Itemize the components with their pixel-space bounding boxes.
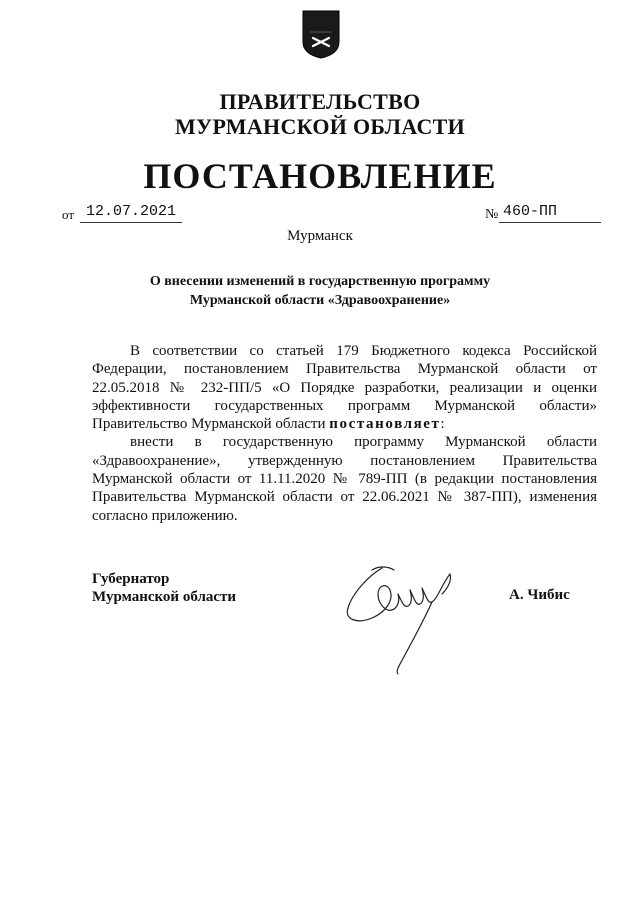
number-underline bbox=[499, 222, 601, 223]
document-date: 12.07.2021 bbox=[86, 203, 177, 220]
number-prefix: № bbox=[485, 207, 499, 222]
coat-of-arms-emblem-icon bbox=[300, 8, 342, 60]
decision-keyword: постановляет bbox=[329, 416, 441, 433]
document-type-title: ПОСТАНОВЛЕНИЕ bbox=[143, 156, 497, 196]
signer-title-line2: Мурманской области bbox=[92, 589, 237, 605]
date-prefix: от bbox=[62, 207, 75, 222]
signer-title bbox=[92, 570, 236, 606]
body-paragraph-1-text: В соответствии со статьей 179 Бюджетного кодекса Российской Федерации, постановлением Правительства Мурманской области от 22.05.2018 № 232-ПП/5 «О Порядке разработки, реализации и оценки эффективности государственных программ Мурманской области» Правительство Мурманской области bbox=[92, 343, 597, 433]
subject-line2: Мурманской области «Здравоохранение» bbox=[189, 293, 451, 308]
body-paragraph-1 bbox=[92, 342, 597, 433]
subject-line1: О внесении изменений в государственную программу bbox=[149, 274, 491, 289]
date-underline bbox=[80, 222, 182, 223]
signer-name: А. Чибис bbox=[509, 587, 570, 603]
city-name: Мурманск bbox=[287, 228, 353, 244]
handwritten-signature-icon bbox=[338, 560, 470, 682]
body-paragraph-2: внести в государственную программу Мурманской области «Здравоохранение», утвержденную постановлением Правительства Мурманской области от 11.11.2020 № 789-ПП (в редакции постановления Правительства Мурманской области от 22.06.2021 № 387-ПП), изменения согласно приложению. bbox=[92, 434, 597, 524]
body-paragraph-1-end: : bbox=[440, 416, 445, 433]
document-body bbox=[92, 342, 597, 525]
government-title-line1: ПРАВИТЕЛЬСТВО bbox=[219, 89, 421, 114]
signer-title-line1: Губернатор bbox=[92, 571, 170, 587]
document-subject bbox=[0, 272, 640, 310]
government-title-line2: МУРМАНСКОЙ ОБЛАСТИ bbox=[174, 114, 466, 139]
document-number: 460-ПП bbox=[503, 203, 558, 220]
